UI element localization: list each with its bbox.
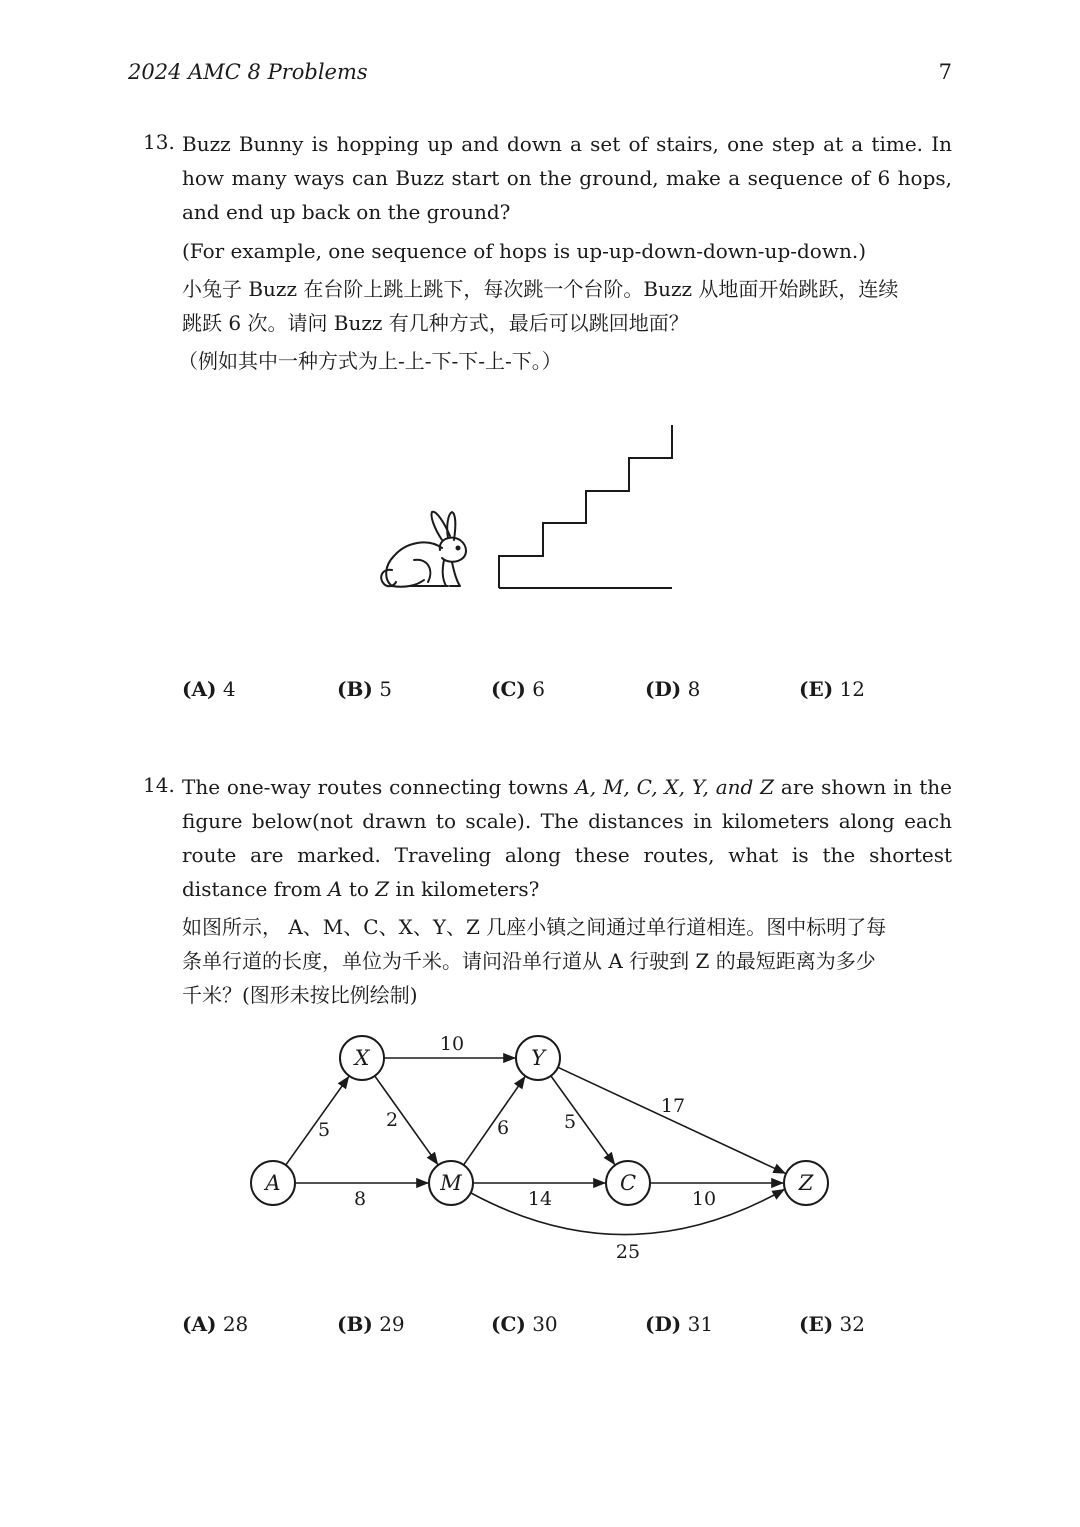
edge-weight-m-y: 6 [496, 1117, 510, 1139]
answer-choice-d[interactable]: (D) 8 [645, 677, 701, 701]
bunny-stairs-figure [370, 410, 690, 600]
edge-weight-a-x: 5 [317, 1119, 331, 1141]
answer-choice-a[interactable]: (A) 28 [182, 1312, 249, 1336]
svg-text:X: X [354, 1046, 370, 1070]
stairs-icon [499, 425, 672, 588]
svg-text:Y: Y [531, 1046, 545, 1070]
edge-weight-c-z: 10 [691, 1188, 717, 1210]
problem-13-text-cn-line2: 跳跃 6 次。请问 Buzz 有几种方式，最后可以跳回地面？ [182, 311, 689, 335]
problem-14-text: The one-way routes connecting towns A, M, C, X, Y, and Z are shown in the figure below(not drawn to scale). The distances in kilometers along each route are marked. Traveling along these routes, what is the shortest distance from A to Z in kilometers? [182, 775, 953, 901]
route-graph-diagram [240, 1020, 840, 1270]
answer-choice-c[interactable]: (C) 30 [491, 1312, 558, 1336]
svg-text:C: C [619, 1171, 637, 1195]
edge-m-y [464, 1076, 526, 1165]
edge-weight-x-m: 2 [385, 1109, 399, 1131]
answer-choice-e[interactable]: (E) 12 [799, 677, 865, 701]
page-number: 7 [938, 60, 952, 84]
answer-choice-e[interactable]: (E) 32 [799, 1312, 865, 1336]
page-header [128, 60, 952, 90]
node-z [784, 1161, 828, 1205]
edge-y-z [558, 1067, 786, 1173]
edge-weight-x-y: 10 [439, 1033, 465, 1055]
node-m [429, 1161, 473, 1205]
edge-x-m [375, 1076, 438, 1165]
answer-choice-c[interactable]: (C) 6 [491, 677, 545, 701]
problem-13-text-cn-line1: 小兔子 Buzz 在台阶上跳上跳下，每次跳一个台阶。Buzz 从地面开始跳跃，连续 [182, 277, 899, 301]
node-a [251, 1161, 295, 1205]
answer-choice-b[interactable]: (B) 5 [337, 677, 392, 701]
problem-13-number: 13. [143, 130, 175, 154]
problem-14-text-cn-line1: 如图所示， A、M、C、X、Y、Z 几座小镇之间通过单行道相连。图中标明了每 [182, 915, 887, 939]
node-x [340, 1036, 384, 1080]
answer-choice-b[interactable]: (B) 29 [337, 1312, 405, 1336]
problem-13-text: Buzz Bunny is hopping up and down a set of stairs, one step at a time. In how many ways can Buzz start on the ground, make a sequence of 6 hops, and end up back on the ground? [182, 132, 952, 224]
bunny-icon [381, 512, 466, 587]
svg-text:Z: Z [798, 1171, 814, 1195]
problem-14-text-cn-line3: 千米？(图形未按比例绘制) [182, 983, 418, 1007]
answer-choice-a[interactable]: (A) 4 [182, 677, 236, 701]
node-c [606, 1161, 650, 1205]
problem-14-text-cn-line2: 条单行道的长度，单位为千米。请问沿单行道从 A 行驶到 Z 的最短距离为多少 [182, 949, 876, 973]
problem-14-number: 14. [143, 773, 175, 797]
edge-weight-y-z: 17 [660, 1095, 686, 1117]
edge-weight-y-c: 5 [563, 1111, 577, 1133]
node-y [516, 1036, 560, 1080]
document-title: 2024 AMC 8 Problems [128, 60, 368, 84]
problem-13-example: (For example, one sequence of hops is up-up-down-down-up-down.) [182, 239, 867, 263]
svg-text:A: A [265, 1171, 281, 1195]
edge-weight-a-m: 8 [353, 1188, 367, 1210]
problem-13-example-cn: （例如其中一种方式为上-上-下-下-上-下。） [178, 349, 562, 373]
svg-text:M: M [440, 1171, 462, 1195]
answer-choice-d[interactable]: (D) 31 [645, 1312, 714, 1336]
edge-weight-m-z: 25 [615, 1241, 641, 1263]
edge-weight-m-c: 14 [527, 1188, 553, 1210]
